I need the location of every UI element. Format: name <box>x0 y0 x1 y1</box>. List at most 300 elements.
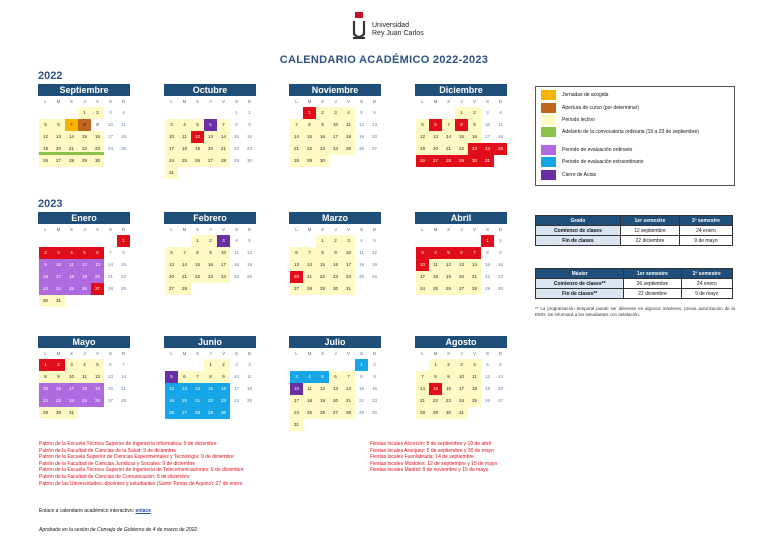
calendar-day: 30 <box>329 283 342 295</box>
calendar-day: 11 <box>429 259 442 271</box>
calendar-day: 13 <box>52 131 65 143</box>
weekday-label: S <box>234 99 238 104</box>
calendar-day: 28 <box>178 283 191 295</box>
weekday-label: L <box>295 227 298 232</box>
weekday-label: S <box>108 227 112 232</box>
calendar-day: 7 <box>416 371 429 383</box>
calendar-day: 6 <box>91 247 104 259</box>
empty-cell <box>290 107 303 119</box>
calendar-day: 5 <box>486 362 489 367</box>
calendar-day: 11 <box>303 383 316 395</box>
calendar-day: 13 <box>329 383 342 395</box>
weekday-label: J <box>460 351 463 356</box>
calendar-day: 30 <box>371 410 377 415</box>
weekday-label: V <box>346 351 350 356</box>
calendar-day: 3 <box>416 247 429 259</box>
calendar-day: 13 <box>429 131 442 143</box>
list-item: Patrón de la Facultad de Ciencias Jurídicas y Sociales: 9 de diciembre <box>39 460 196 467</box>
grado-header-col1: Grado <box>536 216 621 226</box>
month-jul <box>289 336 381 431</box>
empty-cell <box>39 235 52 247</box>
calendar-day: 5 <box>91 359 104 371</box>
calendar-day: 13 <box>107 374 113 379</box>
interactive-calendar-link[interactable]: enlace <box>135 508 152 514</box>
calendar-day: 16 <box>91 131 104 143</box>
calendar-day: 30 <box>217 407 230 419</box>
weekday-label: V <box>95 351 99 356</box>
month-abr <box>415 212 507 295</box>
master-table <box>535 268 733 299</box>
empty-cell <box>165 359 178 371</box>
calendar-day: 1 <box>455 107 468 119</box>
weekday-label: V <box>472 351 476 356</box>
calendar-day: 1 <box>117 235 130 247</box>
calendar-day: 24 <box>416 283 429 295</box>
calendar-day: 19 <box>78 271 91 283</box>
calendar-day: 29 <box>455 155 468 167</box>
calendar-day: 4 <box>429 247 442 259</box>
calendar-day: 30 <box>468 155 481 167</box>
calendar-day: 31 <box>52 295 65 307</box>
calendar-day: 7 <box>109 250 112 255</box>
calendar-day: 22 <box>39 395 52 407</box>
calendar-day: 10 <box>233 374 239 379</box>
calendar-day: 8 <box>122 250 125 255</box>
weekday-label: L <box>421 227 424 232</box>
calendar-day: 22 <box>429 395 442 407</box>
calendar-day: 20 <box>204 143 217 155</box>
calendar-day: 21 <box>442 143 455 155</box>
empty-cell <box>416 235 429 247</box>
calendar-day: 5 <box>442 247 455 259</box>
calendar-day: 13 <box>497 374 503 379</box>
list-item: Fiestas locales Aranjuez: 5 de septiembre y 30 de mayo <box>370 447 494 454</box>
table-cell: 24 enero <box>679 226 732 236</box>
calendar-day: 23 <box>91 143 104 155</box>
calendar-day: 23 <box>316 143 329 155</box>
calendar-day: 23 <box>52 395 65 407</box>
calendar-day: 7 <box>303 247 316 259</box>
calendar-day: 28 <box>303 283 316 295</box>
calendar-day: 22 <box>358 398 364 403</box>
calendar-day: 9 <box>468 119 481 131</box>
calendar-day: 25 <box>342 143 355 155</box>
calendar-day: 19 <box>91 383 104 395</box>
empty-cell <box>191 359 204 371</box>
empty-cell <box>303 359 316 371</box>
calendar-day: 17 <box>107 134 113 139</box>
calendar-day: 5 <box>373 238 376 243</box>
weekday-label: J <box>209 227 212 232</box>
calendar-day: 5 <box>416 119 429 131</box>
calendar-day: 6 <box>204 119 217 131</box>
table-row <box>536 279 733 289</box>
calendar-day: 15 <box>78 131 91 143</box>
weekday-label: X <box>320 227 324 232</box>
calendar-day: 2 <box>39 247 52 259</box>
calendar-day: 29 <box>358 410 364 415</box>
calendar-day: 20 <box>329 395 342 407</box>
calendar-day: 18 <box>65 271 78 283</box>
month-header: Junio <box>164 336 256 348</box>
weekday-label: J <box>334 351 337 356</box>
calendar-day: 25 <box>494 143 507 155</box>
calendar-day: 18 <box>497 134 503 139</box>
calendar-day: 27 <box>91 283 104 295</box>
calendar-day: 24 <box>65 395 78 407</box>
calendar-day: 2 <box>499 238 502 243</box>
calendar-day: 9 <box>373 374 376 379</box>
calendar-day: 21 <box>416 395 429 407</box>
early-exam-bar <box>39 152 104 155</box>
empty-cell <box>165 107 178 119</box>
calendar-day: 17 <box>455 383 468 395</box>
calendar-day: 28 <box>120 398 126 403</box>
university-logo <box>352 12 442 46</box>
calendar-day: 22 <box>120 274 126 279</box>
weekday-label: M <box>307 227 312 232</box>
table-row <box>536 226 733 236</box>
month-grid <box>39 97 130 167</box>
weekday-label: V <box>346 99 350 104</box>
calendar-day: 29 <box>120 286 126 291</box>
calendar-day: 15 <box>316 259 329 271</box>
month-grid <box>290 225 381 295</box>
table-cell: 9 de mayo <box>679 236 732 246</box>
calendar-day: 22 <box>484 274 490 279</box>
month-grid <box>416 225 507 295</box>
calendar-day: 27 <box>371 146 377 151</box>
calendar-day: 14 <box>191 383 204 395</box>
list-item: Patrón de la Facultad de Ciencias de Comunicación: 9 de diciembre <box>39 473 190 480</box>
calendar-day: 3 <box>165 119 178 131</box>
grado-table <box>535 215 733 246</box>
empty-cell <box>429 107 442 119</box>
calendar-day: 19 <box>484 386 490 391</box>
calendar-day: 18 <box>78 383 91 395</box>
patrons-list <box>39 441 359 487</box>
weekday-label: S <box>485 99 489 104</box>
calendar-day: 15 <box>303 131 316 143</box>
link-prefix: Enlace a calendario académico interactivo: <box>39 508 136 514</box>
calendar-day: 18 <box>178 143 191 155</box>
year-2022: 2022 <box>38 70 63 82</box>
calendar-day: 24 <box>233 398 239 403</box>
calendar-day: 12 <box>246 250 252 255</box>
approval-note: Aprobado en la sesión de Consejo de Gobierno de 4 de marzo de 2022 <box>39 527 198 533</box>
calendar-day: 26 <box>246 274 252 279</box>
calendar-day: 7 <box>122 362 125 367</box>
calendar-day: 27 <box>429 155 442 167</box>
weekday-label: J <box>83 227 86 232</box>
calendar-day: 2 <box>52 359 65 371</box>
weekday-label: V <box>346 227 350 232</box>
month-may <box>38 336 130 419</box>
weekday-label: V <box>95 227 99 232</box>
list-item: Patrón de la Escuela Técnica Superior de Ingeniería de Telecomunicaciones: 9 de diciembre <box>39 467 244 474</box>
weekday-label: J <box>83 351 86 356</box>
calendar-day: 16 <box>329 259 342 271</box>
calendar-day: 28 <box>416 407 429 419</box>
calendar-day: 5 <box>360 110 363 115</box>
calendar-day: 27 <box>497 398 503 403</box>
calendar-day: 26 <box>316 407 329 419</box>
calendar-day: 28 <box>191 407 204 419</box>
weekday-label: L <box>170 351 173 356</box>
calendar-day: 8 <box>191 247 204 259</box>
calendar-day: 10 <box>329 119 342 131</box>
list-item: Patrón de las Universidades, docentes y estudiantes (Santo Tomás de Aquino): 27 de enero <box>39 480 243 487</box>
weekday-label: D <box>121 351 126 356</box>
calendar-day: 26 <box>165 407 178 419</box>
empty-cell <box>442 107 455 119</box>
calendar-day: 8 <box>455 119 468 131</box>
calendar-day: 4 <box>303 371 316 383</box>
calendar-day: 13 <box>165 259 178 271</box>
legend-label: Adelanto de la convocatoria ordinaria (19 a 23 de septiembre) <box>562 129 700 135</box>
calendar-day: 19 <box>246 262 252 267</box>
calendar-day: 23 <box>371 398 377 403</box>
calendar-day: 3 <box>52 247 65 259</box>
calendar-day: 17 <box>217 259 230 271</box>
calendar-day: 10 <box>217 247 230 259</box>
calendar-day: 10 <box>484 122 490 127</box>
calendar-day: 7 <box>178 247 191 259</box>
calendar-day: 15 <box>120 262 126 267</box>
weekday-label: J <box>83 99 86 104</box>
calendar-day: 30 <box>52 407 65 419</box>
calendar-day: 2 <box>204 235 217 247</box>
calendar-day: 13 <box>178 383 191 395</box>
legend-swatch <box>541 157 556 167</box>
calendar-day: 24 <box>107 146 113 151</box>
calendar-day: 10 <box>165 131 178 143</box>
calendar-day: 3 <box>65 359 78 371</box>
calendar-day: 24 <box>329 143 342 155</box>
calendar-day: 8 <box>303 119 316 131</box>
weekday-label: S <box>485 227 489 232</box>
weekday-label: J <box>334 99 337 104</box>
month-feb <box>164 212 256 295</box>
calendar-day: 14 <box>107 262 113 267</box>
table-cell: 9 de mayo <box>681 289 732 299</box>
calendar-day: 20 <box>165 271 178 283</box>
calendar-day: 9 <box>39 259 52 271</box>
month-grid <box>39 225 130 307</box>
calendar-day: 12 <box>165 383 178 395</box>
calendar-day: 2 <box>91 107 104 119</box>
calendar-day: 11 <box>178 131 191 143</box>
calendar-day: 5 <box>248 238 251 243</box>
calendar-day: 22 <box>191 271 204 283</box>
empty-cell <box>468 235 481 247</box>
calendar-day: 29 <box>233 158 239 163</box>
month-grid <box>39 349 130 419</box>
calendar-day: 8 <box>204 371 217 383</box>
calendar-day: 21 <box>342 395 355 407</box>
calendar-day: 17 <box>65 383 78 395</box>
empty-cell <box>303 235 316 247</box>
weekday-label: L <box>295 351 298 356</box>
calendar-day: 7 <box>468 247 481 259</box>
empty-cell <box>329 359 342 371</box>
weekday-label: L <box>44 351 47 356</box>
calendar-day: 23 <box>468 143 481 155</box>
calendar-day: 18 <box>120 134 126 139</box>
calendar-day: 13 <box>455 259 468 271</box>
calendar-day: 10 <box>342 247 355 259</box>
calendar-day: 25 <box>429 283 442 295</box>
calendar-day: 11 <box>121 122 126 127</box>
calendar-day: 9 <box>204 247 217 259</box>
empty-cell <box>191 107 204 119</box>
month-header: Febrero <box>164 212 256 224</box>
calendar-day: 27 <box>107 398 113 403</box>
weekday-label: M <box>56 227 61 232</box>
calendar-day: 16 <box>468 131 481 143</box>
month-header: Octubre <box>164 84 256 96</box>
empty-cell <box>65 235 78 247</box>
month-header: Enero <box>38 212 130 224</box>
calendar-day: 30 <box>91 155 104 167</box>
grado-table-header <box>536 216 733 226</box>
empty-cell <box>178 235 191 247</box>
list-item: Fiestas locales Alcorcón: 8 de septiembre y 10 de abril <box>370 441 491 447</box>
master-header-col1: Máster <box>536 269 624 279</box>
calendar-day: 11 <box>468 371 481 383</box>
calendar-day: 18 <box>468 383 481 395</box>
page-title: CALENDARIO ACADÉMICO 2022-2023 <box>279 54 489 66</box>
weekday-label: X <box>195 227 199 232</box>
empty-cell <box>204 107 217 119</box>
calendar-day: 11 <box>498 122 503 127</box>
calendar-day: 31 <box>455 407 468 419</box>
weekday-label: L <box>170 99 173 104</box>
weekday-label: M <box>56 99 61 104</box>
calendar-day: 9 <box>499 250 502 255</box>
legend-swatch <box>541 127 556 137</box>
calendar-day: 23 <box>497 274 503 279</box>
weekday-label: X <box>195 351 199 356</box>
calendar-day: 26 <box>371 274 377 279</box>
calendar-day: 23 <box>442 395 455 407</box>
calendar-day: 11 <box>65 259 78 271</box>
calendar-day: 18 <box>246 386 252 391</box>
calendar-day: 11 <box>342 119 355 131</box>
empty-cell <box>316 359 329 371</box>
calendar-day: 13 <box>290 259 303 271</box>
calendar-day: 24 <box>217 271 230 283</box>
calendar-day: 16 <box>204 259 217 271</box>
calendar-day: 18 <box>233 262 239 267</box>
calendar-day: 16 <box>497 262 503 267</box>
month-header: Septiembre <box>38 84 130 96</box>
interactive-calendar-link-line <box>39 508 151 514</box>
calendar-day: 21 <box>468 271 481 283</box>
university-name-line1: Universidad <box>372 22 409 29</box>
calendar-day: 6 <box>499 362 502 367</box>
calendar-day: 25 <box>303 407 316 419</box>
calendar-day: 16 <box>39 271 52 283</box>
month-ago <box>415 336 507 419</box>
calendar-day: 21 <box>120 386 126 391</box>
calendar-day: 26 <box>78 283 91 295</box>
weekday-label: X <box>195 99 199 104</box>
calendar-day: 20 <box>178 395 191 407</box>
university-name-line2: Rey Juan Carlos <box>372 30 424 37</box>
calendar-day: 19 <box>442 271 455 283</box>
list-item: Fiestas locales Móstoles: 12 de septiembre y 15 de mayo <box>370 460 498 467</box>
calendar-day: 28 <box>65 155 78 167</box>
calendar-day: 12 <box>39 131 52 143</box>
calendar-day: 8 <box>360 374 363 379</box>
calendar-day: 12 <box>316 383 329 395</box>
calendar-day: 2 <box>329 235 342 247</box>
calendar-day: 24 <box>165 155 178 167</box>
calendar-day: 4 <box>360 238 363 243</box>
calendar-day: 31 <box>290 419 303 431</box>
calendar-day: 14 <box>217 131 230 143</box>
calendar-day: 25 <box>233 274 239 279</box>
weekday-label: M <box>307 99 312 104</box>
legend-swatch <box>541 115 556 125</box>
table-cell: 26 septiembre <box>624 279 681 289</box>
calendar-day: 29 <box>316 283 329 295</box>
calendar-day: 24 <box>290 407 303 419</box>
calendar-day: 7 <box>65 119 78 131</box>
calendar-day: 25 <box>78 395 91 407</box>
list-item: Patrón de la Escuela Superior de Ciencias Experimentales y Tecnología: 9 de diciembre <box>39 454 234 461</box>
calendar-day: 2 <box>468 107 481 119</box>
calendar-day: 1 <box>429 359 442 371</box>
calendar-day: 1 <box>355 359 368 371</box>
calendar-day: 27 <box>290 283 303 295</box>
calendar-day: 26 <box>358 146 364 151</box>
university-logo-icon <box>352 12 366 42</box>
weekday-label: J <box>334 227 337 232</box>
calendar-day: 5 <box>39 119 52 131</box>
calendar-day: 23 <box>39 283 52 295</box>
calendar-day: 12 <box>484 374 490 379</box>
weekday-label: V <box>472 227 476 232</box>
weekday-label: L <box>295 99 298 104</box>
calendar-day: 22 <box>455 143 468 155</box>
calendar-day: 1 <box>191 235 204 247</box>
weekday-label: S <box>108 99 112 104</box>
empty-cell <box>290 235 303 247</box>
weekday-label: X <box>446 351 450 356</box>
calendar-day: 19 <box>416 143 429 155</box>
calendar-day: 14 <box>468 259 481 271</box>
calendar-day: 19 <box>39 143 52 155</box>
empty-cell <box>65 107 78 119</box>
table-row <box>536 236 733 246</box>
calendar-day: 8 <box>486 250 489 255</box>
year-2023: 2023 <box>38 198 63 210</box>
weekday-label: D <box>372 351 377 356</box>
weekday-label: D <box>247 351 252 356</box>
empty-cell <box>429 235 442 247</box>
calendar-day: 15 <box>233 134 239 139</box>
weekday-label: M <box>433 351 438 356</box>
calendar-day: 4 <box>499 110 502 115</box>
calendar-day: 13 <box>204 131 217 143</box>
month-grid <box>165 225 256 295</box>
month-header: Agosto <box>415 336 507 348</box>
weekday-label: V <box>472 99 476 104</box>
calendar-day: 6 <box>429 119 442 131</box>
calendar-day: 17 <box>484 134 490 139</box>
